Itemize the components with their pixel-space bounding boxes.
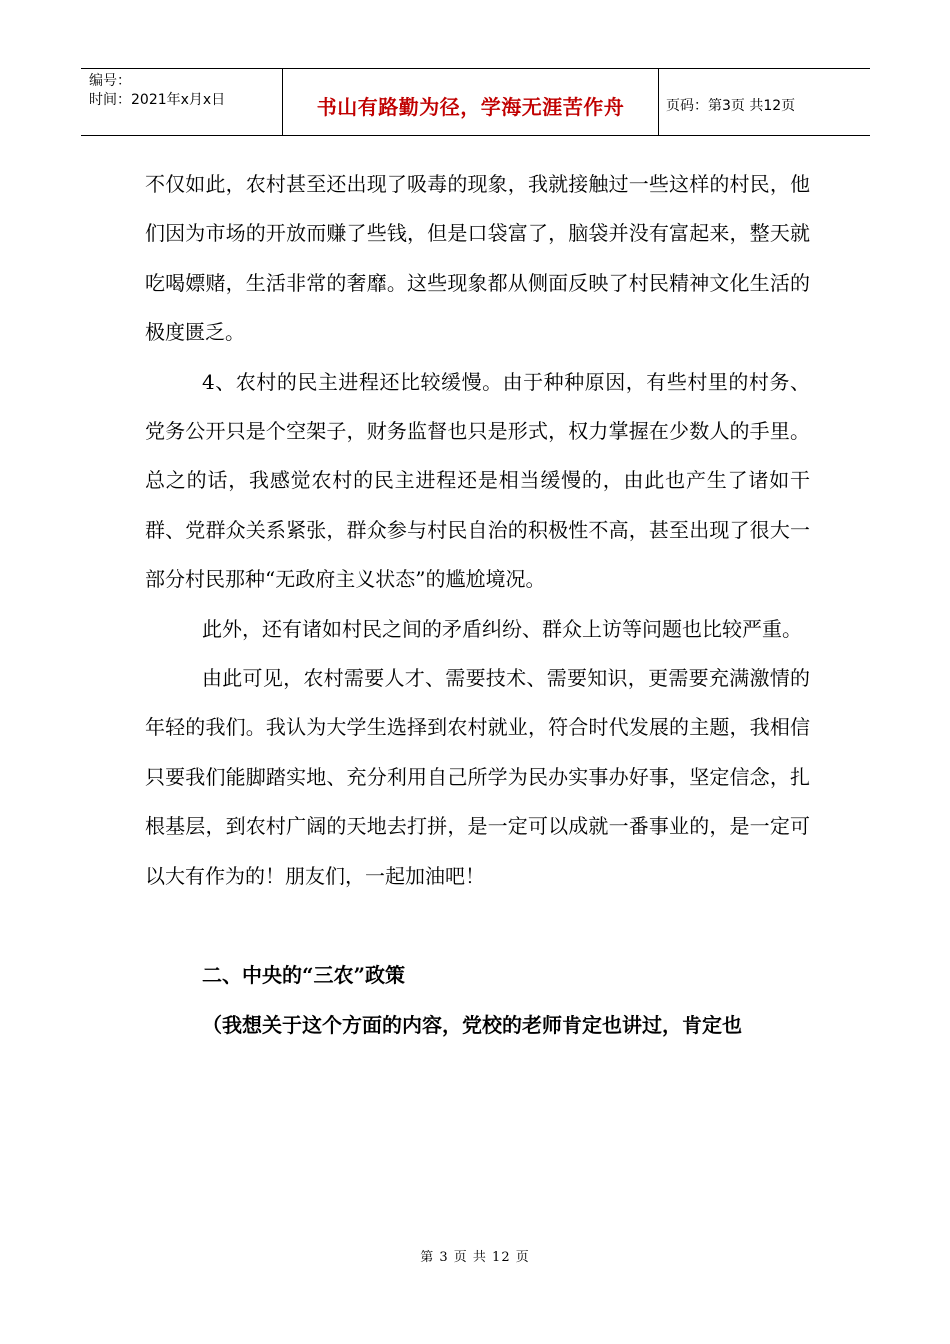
document-date-label: 时间：2021年x月x日: [89, 92, 226, 108]
body-paragraph: 此外，还有诸如村民之间的矛盾纠纷、群众上访等问题也比较严重。: [202, 616, 802, 641]
header-page-info: 页码：第3页 共12页: [666, 98, 796, 114]
document-body: [145, 160, 810, 1050]
header-motto: 书山有路勤为径，学海无涯苦作舟: [316, 94, 625, 119]
body-paragraph: 4、农村的民主进程还比较缓慢。由于种种原因，有些村里的村务、党务公开只是个空架子，财务监督也只是形式，权力掌握在少数人的手里。总之的话，我感觉农村的民主进程还是相当缓慢的，由此也产生了诸如干群、党群众关系紧张，群众参与村民自治的积极性不高，甚至出现了很大一部分村民那种“无政府主义状态”的尴尬境况。: [145, 369, 810, 592]
page-footer: 第 3 页 共 12 页: [420, 1250, 530, 1265]
header-page-cell: [659, 69, 870, 135]
section-note: （我想关于这个方面的内容，党校的老师肯定也讲过，肯定也: [202, 1012, 742, 1037]
document-header: [81, 68, 870, 136]
paragraph-spacer: [145, 901, 810, 951]
header-motto-cell: [283, 69, 659, 135]
header-meta-cell: [81, 69, 283, 135]
document-number-label: 编号：: [89, 73, 131, 89]
body-paragraph: 由此可见，农村需要人才、需要技术、需要知识，更需要充满激情的年轻的我们。我认为大学生选择到农村就业，符合时代发展的主题，我相信只要我们能脚踏实地、充分利用自己所学为民办实事办好事，坚定信念，扎根基层，到农村广阔的天地去打拼，是一定可以成就一番事业的，是一定可以大有作为的！朋友们，一起加油吧！: [145, 666, 810, 888]
section-heading: 二、中央的“三农”政策: [202, 963, 406, 988]
body-paragraph: 不仅如此，农村甚至还出现了吸毒的现象，我就接触过一些这样的村民，他们因为市场的开放而赚了些钱，但是口袋富了，脑袋并没有富起来，整天就吃喝嫖赌，生活非常的奢靡。这些现象都从侧面反映了村民精神文化生活的极度匮乏。: [145, 172, 810, 345]
